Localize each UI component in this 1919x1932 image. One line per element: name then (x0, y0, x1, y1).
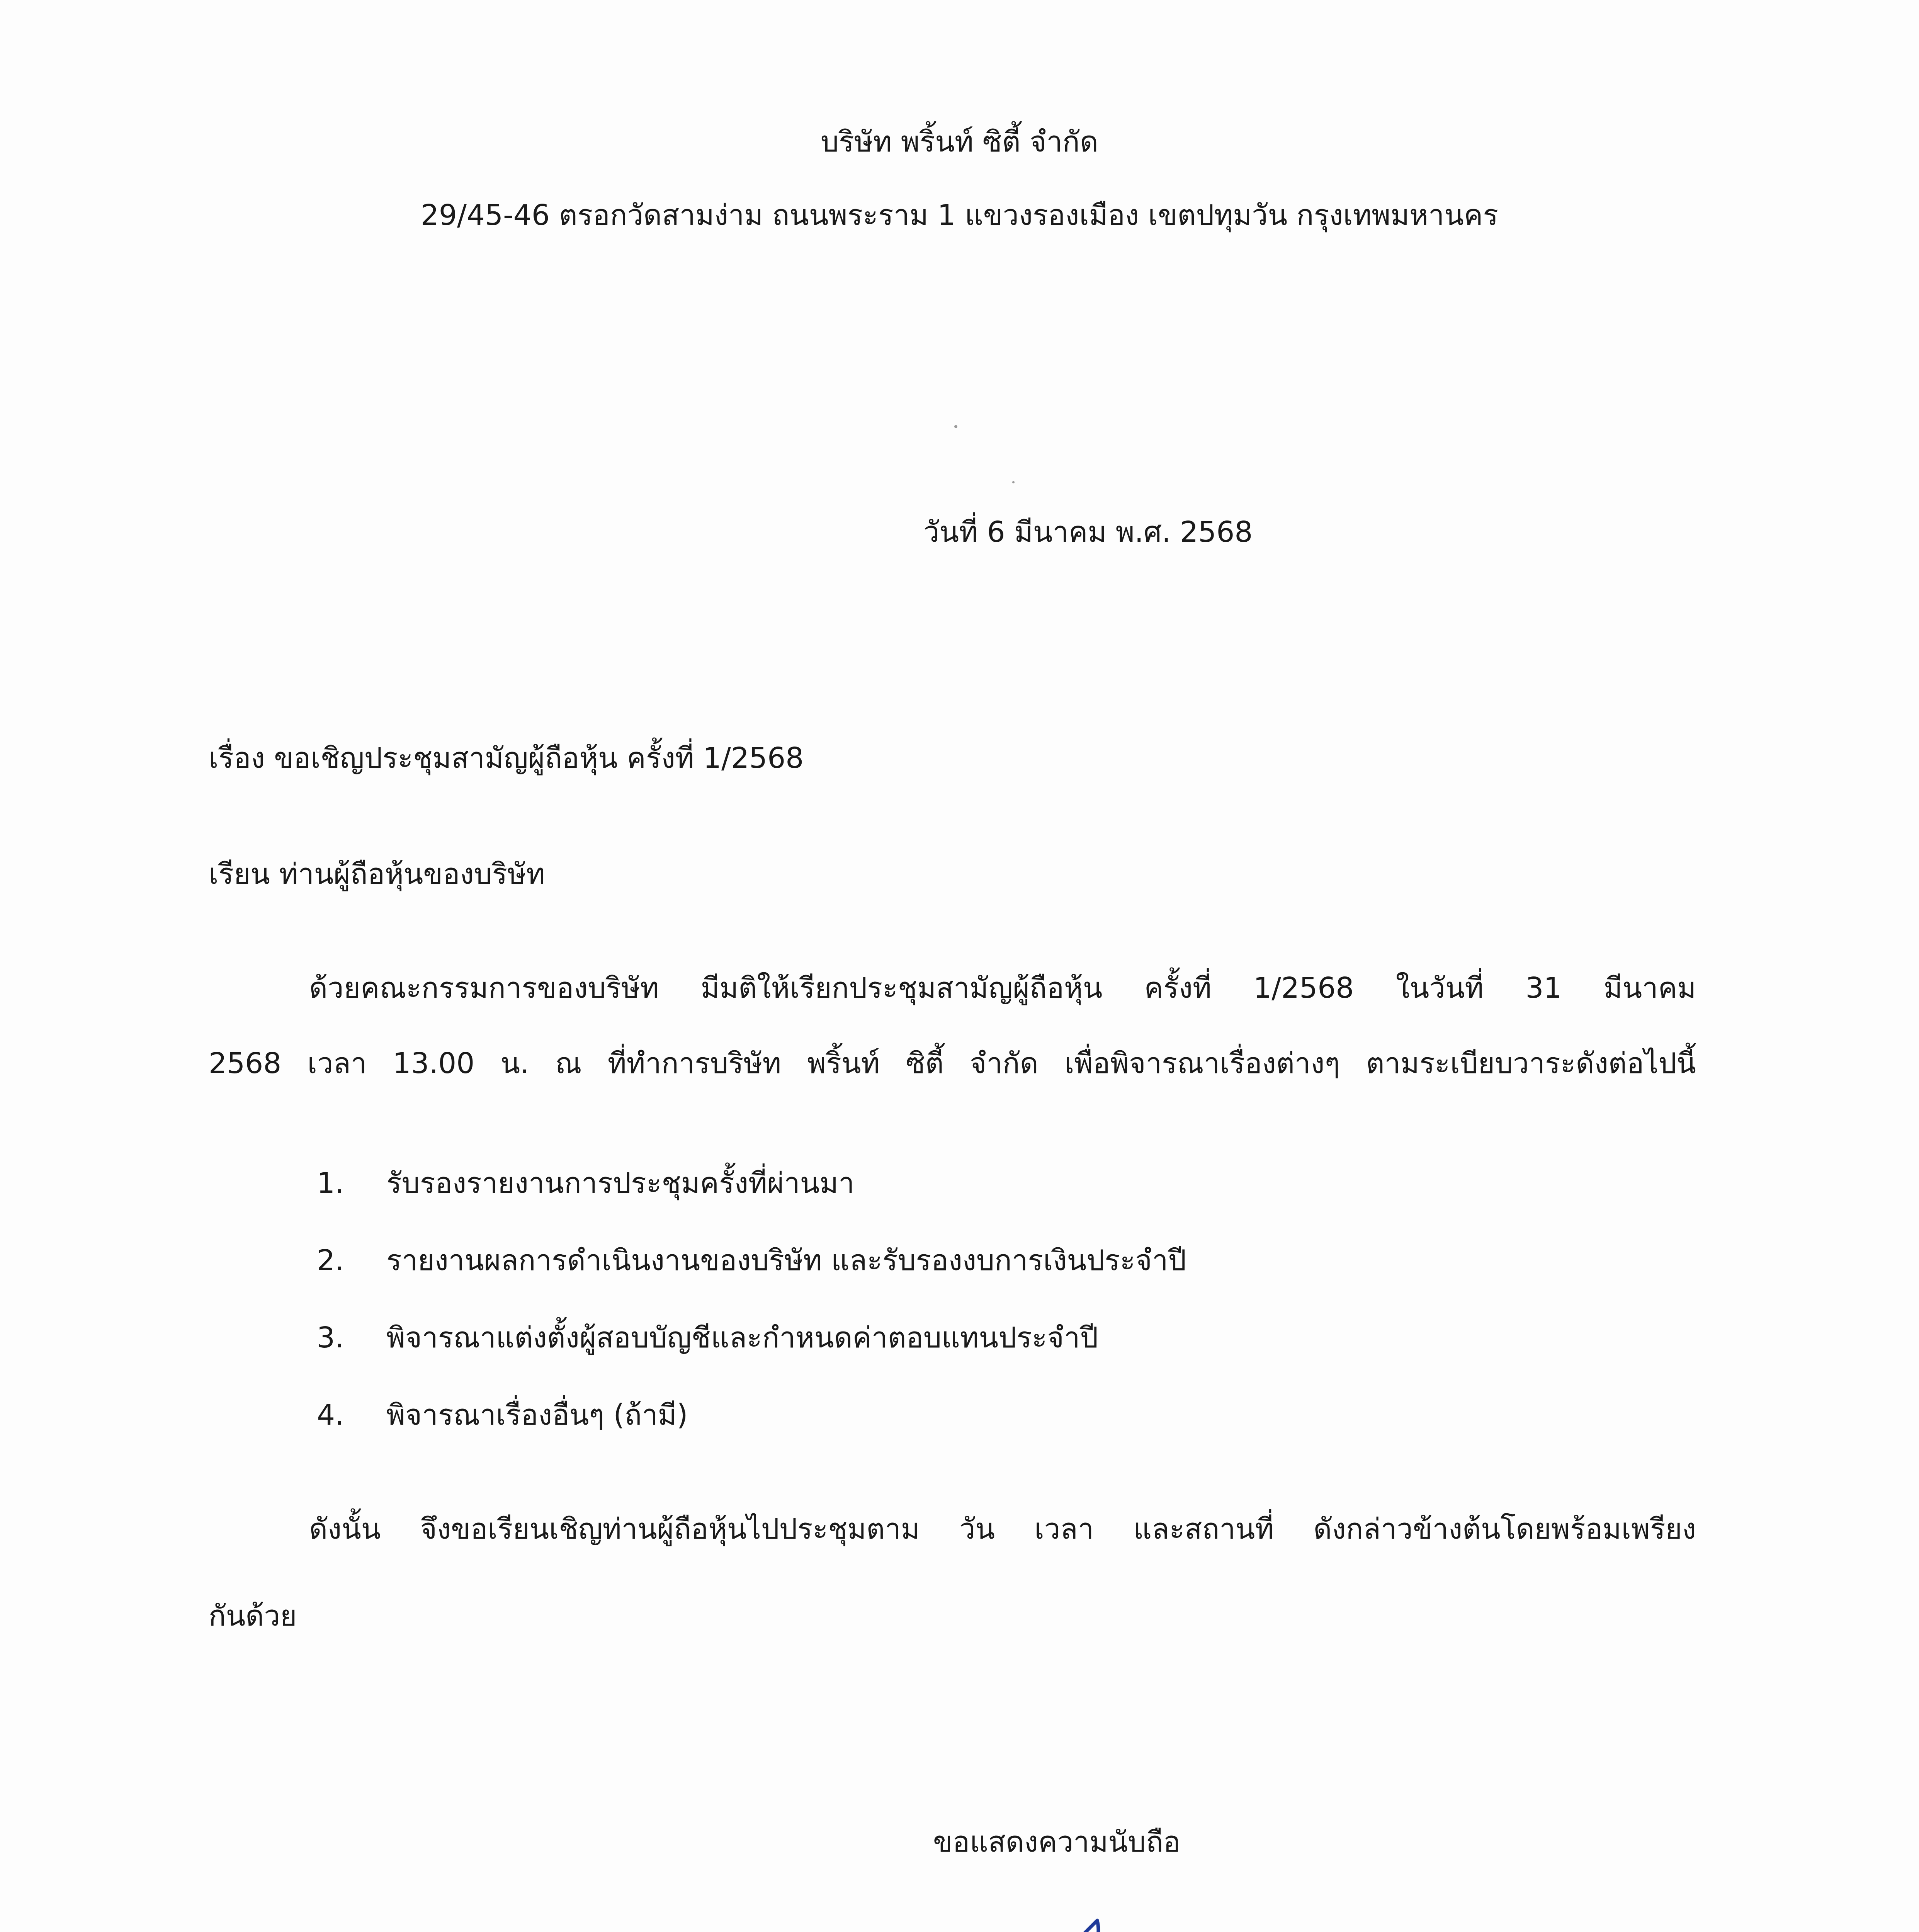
company-address: 29/45-46 ตรอกวัดสามง่าม ถนนพระราม 1 แขวงรองเมือง เขตปทุมวัน กรุงเทพมหานคร (420, 199, 1499, 232)
agenda-item (317, 1398, 688, 1432)
body-paragraph-1-line-1: ด้วยคณะกรรมการของบริษัท มีมติให้เรียกประชุมสามัญผู้ถือหุ้น ครั้งที่ 1/2568 ในวันที่ 31 มีนาคม (309, 971, 1696, 1005)
closing-regards: ขอแสดงความนับถือ (933, 1825, 1181, 1859)
agenda-number: 1. (317, 1167, 344, 1200)
body-paragraph-2-line-2: กันด้วย (209, 1599, 297, 1633)
agenda-number: 4. (317, 1398, 344, 1432)
agenda-item (317, 1323, 1098, 1352)
handwritten-signature (981, 1913, 1182, 1932)
scan-speck (1012, 481, 1015, 483)
letter-subject: เรื่อง ขอเชิญประชุมสามัญผู้ถือหุ้น ครั้งที่ 1/2568 (209, 742, 804, 775)
agenda-number: 2. (317, 1244, 344, 1277)
company-name: บริษัท พริ้นท์ ซิตี้ จำกัด (821, 125, 1098, 158)
agenda-item (317, 1246, 1186, 1275)
body-paragraph-2-line-1: ดังนั้น จึงขอเรียนเชิญท่านผู้ถือหุ้นไปประชุมตาม วัน เวลา และสถานที่ ดังกล่าวข้างต้นโดยพร้อมเพรียง (309, 1512, 1696, 1546)
letter-salutation: เรียน ท่านผู้ถือหุ้นของบริษัท (209, 857, 545, 891)
agenda-text: รับรองรายงานการประชุมครั้งที่ผ่านมา (386, 1167, 855, 1200)
letter-date: วันที่ 6 มีนาคม พ.ศ. 2568 (923, 515, 1253, 549)
agenda-text: รายงานผลการดำเนินงานของบริษัท และรับรองงบการเงินประจำปี (386, 1244, 1186, 1277)
agenda-text: พิจารณาแต่งตั้งผู้สอบบัญชีและกำหนดค่าตอบแทนประจำปี (386, 1321, 1098, 1354)
agenda-item (317, 1167, 855, 1200)
agenda-number: 3. (317, 1321, 344, 1354)
body-paragraph-1-line-2: 2568 เวลา 13.00 น. ณ ที่ทำการบริษัท พริ้นท์ ซิตี้ จำกัด เพื่อพิจารณาเรื่องต่างๆ ตามระเบียบวาระดังต่อไปนี้ (209, 1047, 1696, 1080)
scan-speck (954, 425, 957, 428)
agenda-text: พิจารณาเรื่องอื่นๆ (ถ้ามี) (386, 1398, 688, 1432)
